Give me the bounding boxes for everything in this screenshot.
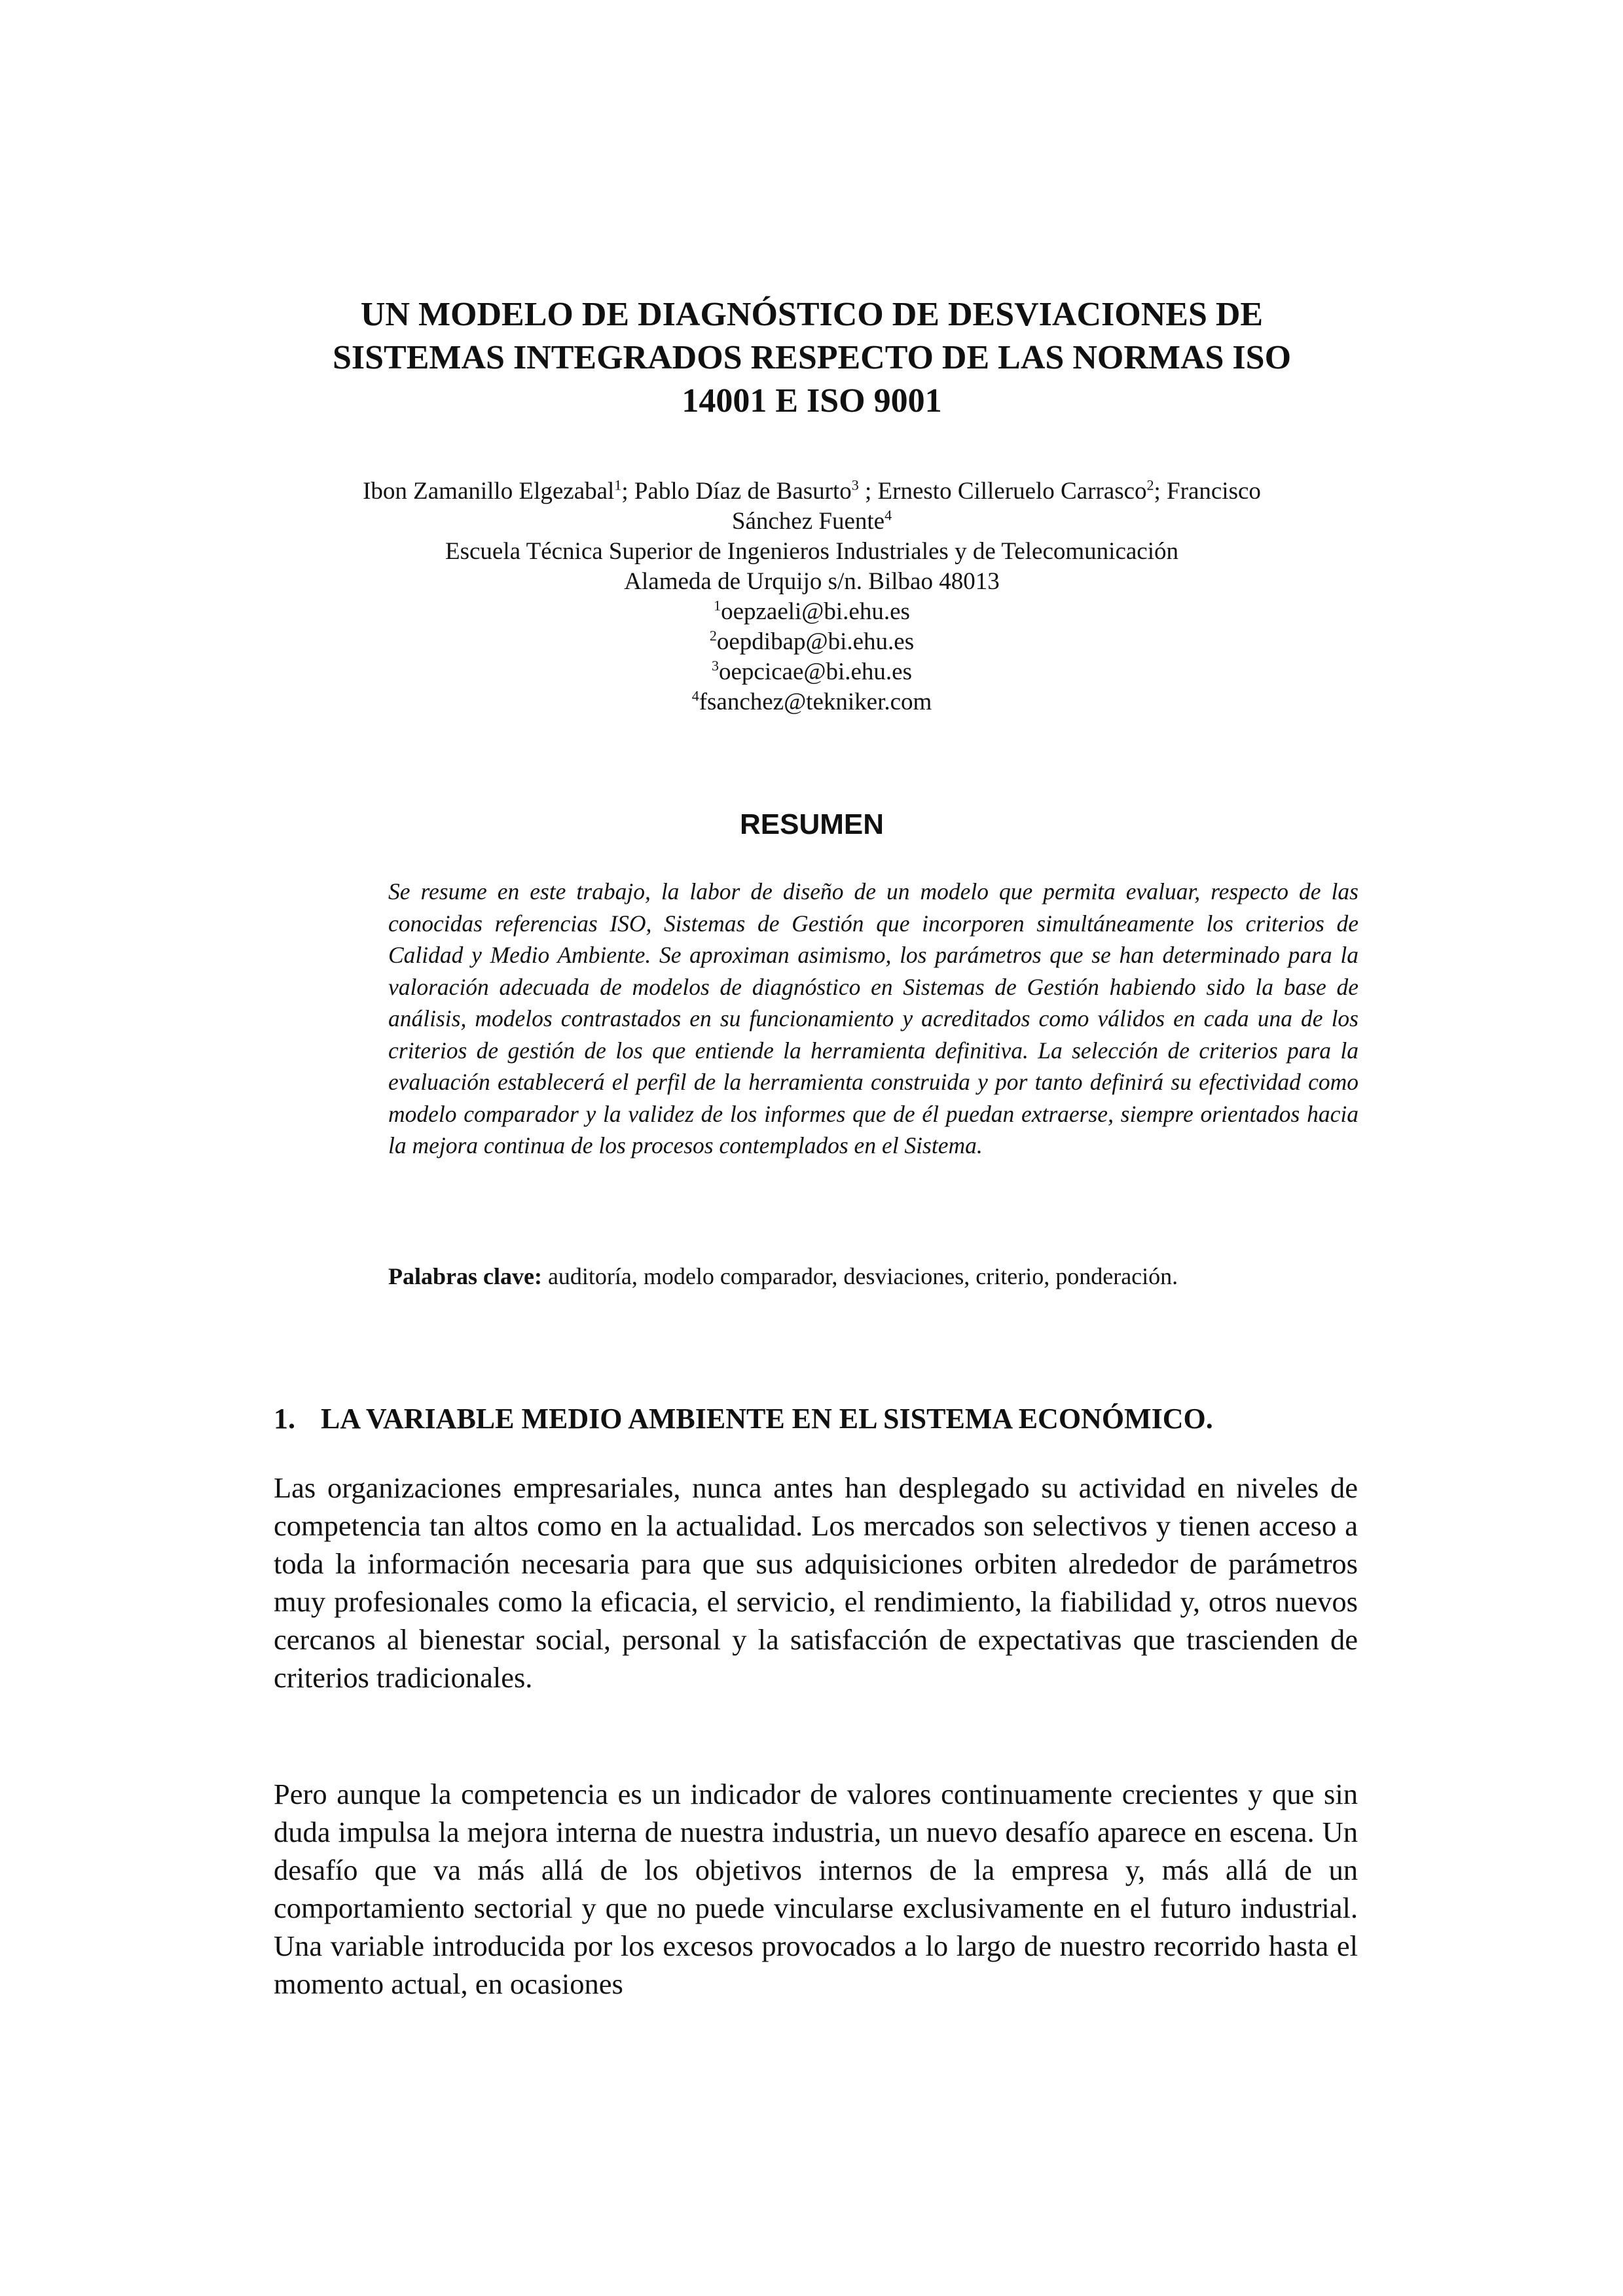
keywords — [388, 1261, 1359, 1292]
section-number: 1. — [274, 1403, 295, 1435]
author-email — [262, 687, 1362, 717]
email-address: oepzaeli@bi.ehu.es — [721, 598, 910, 625]
author-name: ; Ernesto Cilleruelo Carrasco — [858, 478, 1147, 505]
email-address: oepdibap@bi.ehu.es — [716, 628, 915, 655]
author-name: ; Francisco — [1154, 478, 1261, 505]
author-name: Ibon Zamanillo Elgezabal — [363, 478, 615, 505]
title-line-2: SISTEMAS INTEGRADOS RESPECTO DE LAS NORMAS ISO — [332, 339, 1292, 376]
author-affiliation-mark: 4 — [884, 507, 892, 524]
author-block — [262, 476, 1362, 717]
section-title: LA VARIABLE MEDIO AMBIENTE EN EL SISTEMA ECONÓMICO. — [321, 1403, 1213, 1435]
author-line-2 — [262, 507, 1362, 537]
paper-title — [249, 293, 1375, 423]
abstract-text: Se resume en este trabajo, la labor de diseño de un modelo que permita evaluar, respecto de las conocidas referencias ISO, Sistemas de Gestión que incorporen simultáneamente los criterios de Calidad y Medio Ambiente. Se aproximan asimismo, los parámetros que se han determinado para la valoración adecuada de modelos de diagnóstico en Sistemas de Gestión habiendo sido la base de análisis, modelos contrastados en su funcionamiento y acreditados como válidos en cada una de los criterios de gestión de los que entiende la herramienta definitiva. La selección de criterios para la evaluación establecerá el perfil de la herramienta construida y por tanto definirá su efectividad como modelo comparador y la validez de los informes que de él puedan extraerse, siempre orientados hacia la mejora continua de los procesos contemplados en el Sistema. — [388, 878, 1359, 1158]
author-email — [262, 597, 1362, 627]
email-affiliation-mark: 2 — [709, 627, 717, 644]
author-affiliation-mark: 3 — [851, 476, 859, 493]
author-email — [262, 657, 1362, 687]
email-affiliation-mark: 3 — [712, 657, 719, 674]
author-institution: Escuela Técnica Superior de Ingenieros Industriales y de Telecomunicación — [445, 538, 1178, 565]
email-address: fsanchez@tekniker.com — [699, 689, 932, 715]
author-address: Alameda de Urquijo s/n. Bilbao 48013 — [624, 568, 1000, 595]
author-affiliation-mark: 2 — [1146, 476, 1154, 493]
abstract-heading: RESUMEN — [739, 808, 884, 840]
author-name: Sánchez Fuente — [731, 508, 885, 535]
email-affiliation-mark: 1 — [714, 597, 721, 614]
body-paragraph: Pero aunque la competencia es un indicador de valores continuamente crecientes y que sin duda impulsa la mejora interna de nuestra industria, un nuevo desafío aparece en escena. Un desafío que va más allá de los objetivos internos de la empresa y, más allá de un comportamiento sectorial y que no puede vincularse exclusivamente en el futuro industrial. Una variable introducida por los excesos provocados a lo largo de nuestro recorrido hasta el momento actual, en ocasiones — [274, 1778, 1358, 2000]
author-email — [262, 627, 1362, 657]
section-heading — [274, 1401, 1374, 1437]
author-name: ; Pablo Díaz de Basurto — [621, 478, 852, 505]
email-address: oepcicae@bi.ehu.es — [719, 658, 912, 685]
title-line-1: UN MODELO DE DIAGNÓSTICO DE DESVIACIONES DE — [360, 296, 1264, 333]
title-line-3: 14001 E ISO 9001 — [682, 382, 942, 420]
author-line-1 — [262, 476, 1362, 507]
keywords-label: Palabras clave: — [388, 1263, 542, 1289]
keywords-list: auditoría, modelo comparador, desviaciones, criterio, ponderación. — [541, 1263, 1178, 1289]
body-paragraph: Las organizaciones empresariales, nunca antes han desplegado su actividad en niveles de competencia tan altos como en la actualidad. Los mercados son selectivos y tienen acceso a toda la información necesaria para que sus adquisiciones orbiten alrededor de parámetros muy profesionales como la eficacia, el servicio, el rendimiento, la fiabilidad y, otros nuevos cercanos al bienestar social, personal y la satisfacción de expectativas que trascienden de criterios tradicionales. — [274, 1471, 1358, 1694]
author-affiliation-mark: 1 — [614, 476, 622, 493]
email-affiliation-mark: 4 — [691, 687, 699, 704]
